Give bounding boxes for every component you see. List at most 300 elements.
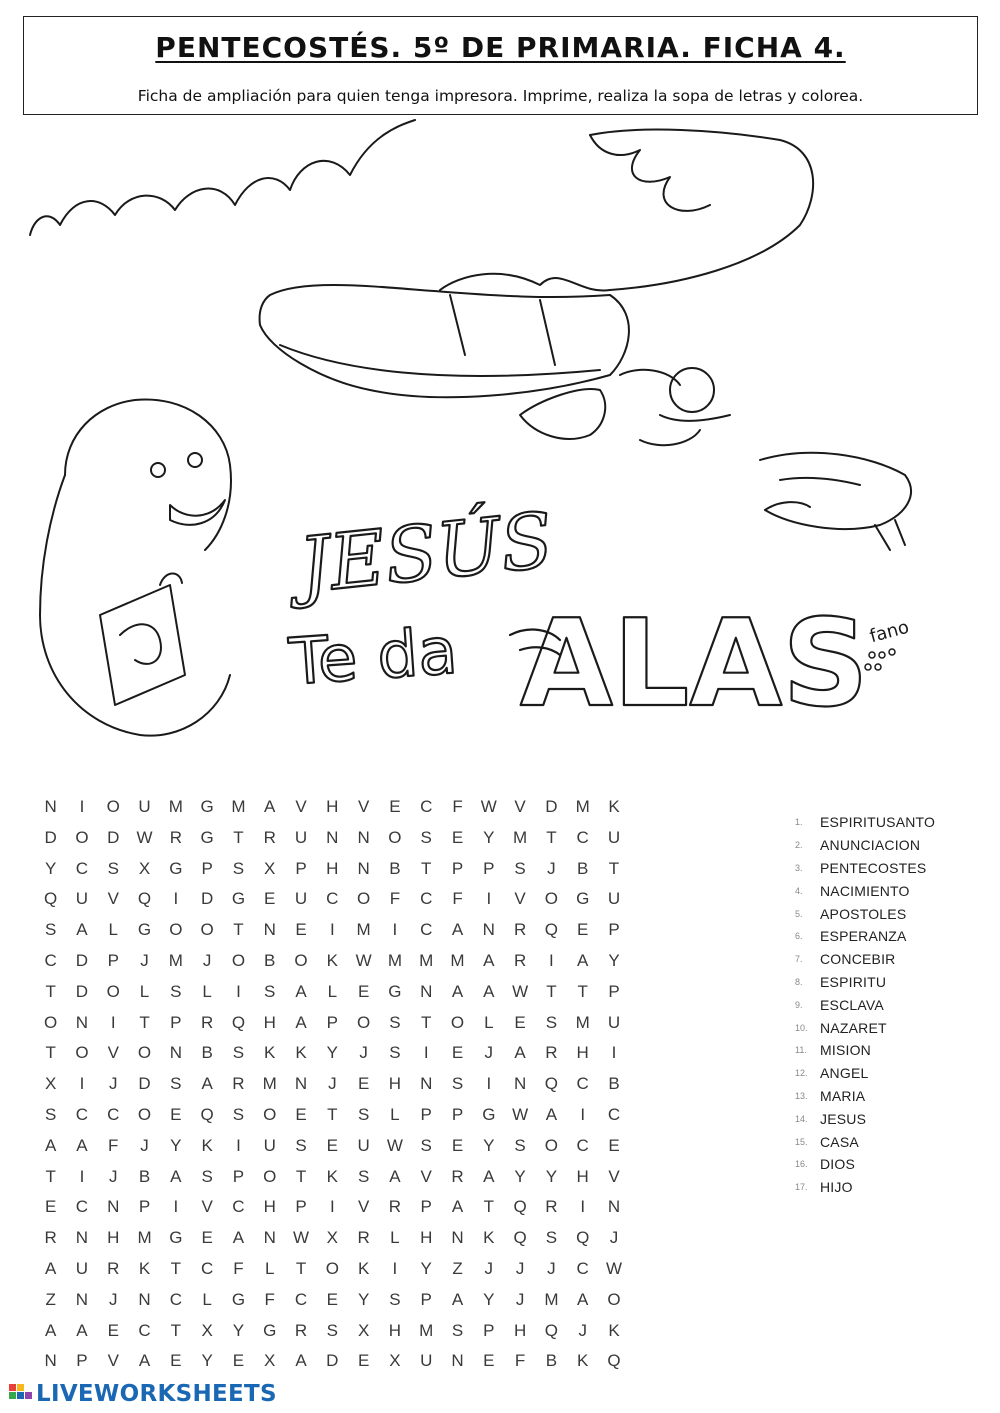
grid-letter[interactable]: O [75, 1043, 89, 1063]
grid-letter[interactable]: V [295, 797, 307, 816]
grid-letter[interactable]: N [420, 981, 433, 1001]
grid-letter[interactable]: F [452, 889, 463, 909]
grid-letter[interactable]: Y [201, 1351, 213, 1371]
grid-letter[interactable]: D [75, 981, 89, 1001]
grid-letter[interactable]: S [170, 981, 182, 1001]
grid-letter[interactable]: U [294, 889, 308, 909]
grid-letter[interactable]: R [232, 1074, 245, 1094]
grid-letter[interactable]: R [545, 1043, 558, 1063]
grid-letter[interactable]: C [607, 1104, 621, 1124]
grid-letter[interactable]: X [138, 858, 151, 878]
grid-letter[interactable]: C [200, 1258, 214, 1278]
grid-letter[interactable]: R [513, 950, 527, 970]
grid-letter[interactable]: B [545, 1351, 558, 1371]
grid-letter[interactable]: X [264, 1351, 276, 1371]
grid-letter[interactable]: N [357, 827, 370, 847]
grid-letter[interactable]: W [355, 950, 372, 970]
grid-letter[interactable]: R [388, 1197, 402, 1217]
grid-letter[interactable]: M [450, 950, 465, 970]
grid-letter[interactable]: A [514, 1043, 526, 1063]
grid-letter[interactable]: J [359, 1043, 368, 1063]
grid-letter[interactable]: I [173, 889, 179, 909]
grid-letter[interactable]: Y [545, 1166, 558, 1186]
grid-letter[interactable]: Y [170, 1135, 182, 1155]
grid-letter[interactable]: P [451, 858, 464, 878]
grid-letter[interactable]: I [79, 1074, 85, 1094]
grid-letter[interactable]: K [326, 950, 338, 970]
grid-letter[interactable]: E [389, 797, 401, 816]
grid-letter[interactable]: P [201, 858, 213, 878]
grid-letter[interactable]: N [138, 1289, 151, 1309]
grid-letter[interactable]: S [514, 858, 526, 878]
grid-letter[interactable]: L [264, 1258, 275, 1278]
grid-letter[interactable]: A [483, 1166, 495, 1186]
grid-letter[interactable]: S [420, 1135, 432, 1155]
grid-letter[interactable]: I [236, 981, 241, 1001]
grid-letter[interactable]: M [262, 1074, 277, 1094]
grid-letter[interactable]: L [484, 1012, 494, 1032]
grid-letter[interactable]: T [327, 1104, 338, 1124]
grid-letter[interactable]: A [451, 1197, 464, 1217]
grid-letter[interactable]: S [201, 1166, 213, 1186]
grid-letter[interactable]: S [389, 1012, 401, 1032]
grid-letter[interactable]: R [169, 827, 182, 847]
grid-letter[interactable]: B [138, 1166, 151, 1186]
grid-letter[interactable]: J [609, 1228, 619, 1248]
grid-letter[interactable]: V [107, 1043, 119, 1063]
grid-letter[interactable]: Y [44, 858, 57, 878]
grid-letter[interactable]: P [483, 1320, 495, 1340]
grid-letter[interactable]: L [139, 981, 150, 1001]
grid-letter[interactable]: N [357, 858, 370, 878]
grid-letter[interactable]: S [232, 858, 245, 878]
grid-letter[interactable]: X [44, 1074, 57, 1094]
grid-letter[interactable]: A [577, 1289, 589, 1309]
grid-letter[interactable]: E [326, 1135, 338, 1155]
grid-letter[interactable]: P [107, 950, 119, 970]
grid-letter[interactable]: P [326, 1012, 338, 1032]
grid-letter[interactable]: E [357, 981, 370, 1001]
grid-letter[interactable]: F [233, 1258, 244, 1278]
grid-letter[interactable]: E [44, 1197, 57, 1217]
grid-letter[interactable]: U [263, 1135, 276, 1155]
grid-letter[interactable]: C [44, 950, 57, 970]
grid-letter[interactable]: G [576, 889, 590, 909]
grid-letter[interactable]: J [108, 1166, 118, 1186]
grid-letter[interactable]: O [263, 1104, 277, 1124]
grid-letter[interactable]: D [545, 797, 558, 816]
grid-letter[interactable]: G [388, 981, 402, 1001]
grid-letter[interactable]: W [512, 981, 529, 1001]
grid-letter[interactable]: M [544, 1289, 559, 1309]
grid-letter[interactable]: N [482, 920, 495, 940]
grid-letter[interactable]: A [295, 981, 307, 1001]
grid-letter[interactable]: Y [608, 950, 620, 970]
grid-letter[interactable]: J [515, 1258, 525, 1278]
grid-letter[interactable]: K [608, 797, 620, 816]
grid-letter[interactable]: T [546, 827, 557, 847]
grid-letter[interactable]: Y [483, 827, 495, 847]
grid-letter[interactable]: M [231, 797, 246, 816]
grid-letter[interactable]: E [295, 920, 307, 940]
grid-letter[interactable]: O [137, 1104, 152, 1124]
grid-letter[interactable]: I [549, 950, 554, 970]
grid-letter[interactable]: G [169, 858, 183, 878]
grid-letter[interactable]: U [138, 797, 151, 816]
grid-letter[interactable]: A [138, 1351, 151, 1371]
grid-letter[interactable]: A [483, 950, 495, 970]
grid-letter[interactable]: T [139, 1012, 150, 1032]
grid-letter[interactable]: P [295, 858, 307, 878]
grid-letter[interactable]: J [328, 1074, 337, 1094]
grid-letter[interactable]: V [107, 1351, 119, 1371]
grid-letter[interactable]: T [170, 1258, 182, 1278]
grid-letter[interactable]: L [390, 1104, 400, 1124]
grid-letter[interactable]: R [44, 1228, 57, 1248]
grid-letter[interactable]: T [233, 827, 244, 847]
grid-letter[interactable]: A [76, 1320, 88, 1340]
grid-letter[interactable]: A [577, 950, 589, 970]
grid-letter[interactable]: J [140, 1135, 149, 1155]
grid-letter[interactable]: H [576, 1043, 589, 1063]
grid-letter[interactable]: H [107, 1228, 120, 1248]
grid-letter[interactable]: Y [357, 1289, 370, 1309]
grid-letter[interactable]: X [389, 1351, 401, 1371]
grid-letter[interactable]: C [107, 1104, 120, 1124]
grid-letter[interactable]: S [232, 1043, 245, 1063]
grid-letter[interactable]: A [264, 797, 276, 816]
grid-letter[interactable]: F [452, 797, 463, 816]
grid-letter[interactable]: M [419, 1320, 434, 1340]
grid-letter[interactable]: N [607, 1197, 621, 1217]
grid-letter[interactable]: I [486, 889, 492, 909]
grid-letter[interactable]: N [263, 920, 276, 940]
grid-letter[interactable]: K [483, 1228, 495, 1248]
grid-letter[interactable]: P [483, 858, 495, 878]
grid-letter[interactable]: R [263, 827, 276, 847]
grid-letter[interactable]: H [263, 1012, 276, 1032]
grid-letter[interactable]: O [544, 1135, 559, 1155]
grid-letter[interactable]: T [45, 1043, 56, 1063]
grid-letter[interactable]: P [608, 920, 620, 940]
grid-letter[interactable]: T [483, 1197, 494, 1217]
grid-letter[interactable]: D [107, 827, 120, 847]
grid-letter[interactable]: I [580, 1197, 586, 1217]
grid-letter[interactable]: V [420, 1166, 432, 1186]
grid-letter[interactable]: C [576, 1135, 589, 1155]
grid-letter[interactable]: N [44, 1351, 57, 1371]
grid-letter[interactable]: P [138, 1197, 151, 1217]
grid-letter[interactable]: I [329, 1197, 335, 1217]
grid-letter[interactable]: O [75, 827, 89, 847]
grid-letter[interactable]: C [326, 889, 339, 909]
grid-letter[interactable]: M [575, 1012, 590, 1032]
grid-letter[interactable]: K [201, 1135, 213, 1155]
grid-letter[interactable]: R [451, 1166, 464, 1186]
grid-letter[interactable]: J [140, 950, 149, 970]
grid-letter[interactable]: R [513, 920, 527, 940]
grid-letter[interactable]: O [357, 889, 371, 909]
grid-letter[interactable]: E [107, 1320, 119, 1340]
grid-letter[interactable]: F [264, 1289, 275, 1309]
grid-letter[interactable]: S [44, 920, 57, 940]
grid-letter[interactable]: I [110, 1012, 116, 1032]
grid-letter[interactable]: Q [513, 1197, 527, 1217]
grid-letter[interactable]: P [608, 981, 620, 1001]
grid-letter[interactable]: I [173, 1197, 179, 1217]
grid-letter[interactable]: U [357, 1135, 370, 1155]
grid-letter[interactable]: A [451, 981, 464, 1001]
grid-letter[interactable]: C [420, 889, 433, 909]
grid-letter[interactable]: O [357, 1012, 371, 1032]
grid-letter[interactable]: E [577, 920, 589, 940]
grid-letter[interactable]: I [79, 797, 85, 816]
grid-letter[interactable]: V [514, 889, 526, 909]
grid-letter[interactable]: H [388, 1074, 402, 1094]
grid-letter[interactable]: Q [137, 889, 152, 909]
grid-letter[interactable]: B [608, 1074, 620, 1094]
grid-letter[interactable]: A [76, 920, 88, 940]
grid-letter[interactable]: N [326, 827, 339, 847]
grid-letter[interactable]: T [421, 858, 432, 878]
grid-letter[interactable]: S [295, 1135, 307, 1155]
grid-letter[interactable]: S [545, 1012, 558, 1032]
grid-letter[interactable]: V [201, 1197, 213, 1217]
grid-letter[interactable]: L [202, 1289, 212, 1309]
grid-letter[interactable]: K [608, 1320, 620, 1340]
grid-letter[interactable]: C [232, 1197, 245, 1217]
grid-letter[interactable]: L [390, 1228, 400, 1248]
grid-letter[interactable]: W [605, 1258, 623, 1278]
grid-letter[interactable]: C [576, 1074, 589, 1094]
grid-letter[interactable]: O [231, 950, 246, 970]
grid-letter[interactable]: T [295, 1258, 307, 1278]
grid-letter[interactable]: C [75, 1197, 89, 1217]
grid-letter[interactable]: A [389, 1166, 401, 1186]
grid-letter[interactable]: W [293, 1228, 310, 1248]
grid-letter[interactable]: G [137, 920, 152, 940]
grid-letter[interactable]: P [420, 1197, 432, 1217]
grid-letter[interactable]: G [200, 797, 214, 816]
grid-letter[interactable]: N [513, 1074, 527, 1094]
grid-letter[interactable]: E [451, 1135, 464, 1155]
grid-letter[interactable]: P [232, 1166, 245, 1186]
grid-letter[interactable]: A [295, 1351, 307, 1371]
grid-letter[interactable]: S [107, 858, 119, 878]
grid-letter[interactable]: H [513, 1320, 527, 1340]
grid-letter[interactable]: R [294, 1320, 308, 1340]
grid-letter[interactable]: A [232, 1228, 245, 1248]
grid-letter[interactable]: I [236, 1135, 241, 1155]
grid-letter[interactable]: C [169, 1289, 182, 1309]
grid-letter[interactable]: Y [483, 1289, 495, 1309]
grid-letter[interactable]: I [392, 920, 398, 940]
grid-letter[interactable]: A [201, 1074, 213, 1094]
grid-letter[interactable]: W [480, 797, 497, 816]
grid-letter[interactable]: U [607, 1012, 621, 1032]
grid-letter[interactable]: D [75, 950, 89, 970]
grid-letter[interactable]: U [75, 889, 89, 909]
grid-letter[interactable]: C [75, 1104, 89, 1124]
grid-letter[interactable]: M [168, 797, 183, 816]
grid-letter[interactable]: J [578, 1320, 587, 1340]
grid-letter[interactable]: G [169, 1228, 183, 1248]
grid-letter[interactable]: N [107, 1197, 120, 1217]
grid-letter[interactable]: G [263, 1320, 277, 1340]
grid-letter[interactable]: R [107, 1258, 120, 1278]
grid-letter[interactable]: U [607, 827, 621, 847]
grid-letter[interactable]: Q [513, 1228, 527, 1248]
grid-letter[interactable]: V [514, 797, 526, 816]
grid-letter[interactable]: J [547, 858, 556, 878]
grid-letter[interactable]: O [200, 920, 214, 940]
grid-letter[interactable]: B [389, 858, 401, 878]
grid-letter[interactable]: E [608, 1135, 620, 1155]
grid-letter[interactable]: O [294, 950, 308, 970]
grid-letter[interactable]: L [202, 981, 212, 1001]
grid-letter[interactable]: S [420, 827, 432, 847]
grid-letter[interactable]: L [327, 981, 338, 1001]
grid-letter[interactable]: O [106, 981, 120, 1001]
grid-letter[interactable]: E [295, 1104, 307, 1124]
grid-letter[interactable]: K [577, 1351, 589, 1371]
grid-letter[interactable]: B [577, 858, 589, 878]
grid-letter[interactable]: N [44, 797, 57, 816]
grid-letter[interactable]: U [294, 827, 308, 847]
grid-letter[interactable]: X [264, 858, 276, 878]
grid-letter[interactable]: V [357, 797, 370, 816]
grid-letter[interactable]: O [450, 1012, 465, 1032]
grid-letter[interactable]: E [451, 1043, 464, 1063]
grid-letter[interactable]: A [170, 1166, 182, 1186]
grid-letter[interactable]: F [389, 889, 401, 909]
grid-letter[interactable]: B [201, 1043, 213, 1063]
grid-letter[interactable]: S [232, 1104, 245, 1124]
grid-letter[interactable]: O [388, 827, 402, 847]
grid-letter[interactable]: C [576, 1258, 589, 1278]
grid-letter[interactable]: Q [607, 1351, 621, 1371]
grid-letter[interactable]: D [44, 827, 57, 847]
grid-letter[interactable]: O [544, 889, 559, 909]
grid-letter[interactable]: C [75, 858, 89, 878]
grid-letter[interactable]: A [545, 1104, 558, 1124]
grid-letter[interactable]: M [513, 827, 528, 847]
grid-letter[interactable]: E [483, 1351, 495, 1371]
grid-letter[interactable]: T [546, 981, 557, 1001]
grid-letter[interactable]: P [451, 1104, 464, 1124]
grid-letter[interactable]: G [482, 1104, 496, 1124]
grid-letter[interactable]: M [168, 950, 183, 970]
grid-letter[interactable]: E [201, 1228, 213, 1248]
grid-letter[interactable]: A [44, 1135, 57, 1155]
grid-letter[interactable]: T [577, 981, 588, 1001]
grid-letter[interactable]: S [514, 1135, 526, 1155]
grid-letter[interactable]: E [451, 827, 464, 847]
grid-letter[interactable]: I [611, 1043, 617, 1063]
grid-letter[interactable]: G [200, 827, 214, 847]
grid-letter[interactable]: S [451, 1074, 464, 1094]
grid-letter[interactable]: T [421, 1012, 432, 1032]
grid-letter[interactable]: N [294, 1074, 308, 1094]
grid-letter[interactable]: H [326, 797, 339, 816]
grid-letter[interactable]: B [264, 950, 276, 970]
grid-letter[interactable]: U [607, 889, 621, 909]
grid-letter[interactable]: K [138, 1258, 151, 1278]
grid-letter[interactable]: R [545, 1197, 558, 1217]
grid-letter[interactable]: V [107, 889, 119, 909]
grid-letter[interactable]: E [514, 1012, 526, 1032]
grid-letter[interactable]: N [169, 1043, 182, 1063]
grid-letter[interactable]: O [44, 1012, 58, 1032]
grid-letter[interactable]: N [75, 1228, 89, 1248]
grid-letter[interactable]: Y [326, 1043, 338, 1063]
grid-letter[interactable]: S [357, 1104, 370, 1124]
grid-letter[interactable]: R [357, 1228, 370, 1248]
grid-letter[interactable]: I [423, 1043, 429, 1063]
grid-letter[interactable]: Y [483, 1135, 495, 1155]
grid-letter[interactable]: S [545, 1228, 558, 1248]
grid-letter[interactable]: E [232, 1351, 245, 1371]
grid-letter[interactable]: D [138, 1074, 151, 1094]
grid-letter[interactable]: I [486, 1074, 492, 1094]
grid-letter[interactable]: I [580, 1104, 586, 1124]
grid-letter[interactable]: N [451, 1228, 464, 1248]
grid-letter[interactable]: J [484, 1258, 494, 1278]
grid-letter[interactable]: N [451, 1351, 464, 1371]
grid-letter[interactable]: H [263, 1197, 276, 1217]
grid-letter[interactable]: T [608, 858, 620, 878]
grid-letter[interactable]: U [75, 1258, 89, 1278]
grid-letter[interactable]: G [231, 889, 246, 909]
grid-letter[interactable]: P [295, 1197, 307, 1217]
grid-letter[interactable]: N [75, 1012, 89, 1032]
grid-letter[interactable]: Q [544, 1074, 559, 1094]
grid-letter[interactable]: Q [544, 1320, 559, 1340]
grid-letter[interactable]: S [451, 1320, 464, 1340]
grid-letter[interactable]: A [483, 981, 495, 1001]
grid-letter[interactable]: M [356, 920, 371, 940]
grid-letter[interactable]: N [263, 1228, 276, 1248]
grid-letter[interactable]: J [484, 1043, 494, 1063]
grid-letter[interactable]: T [45, 981, 56, 1001]
grid-letter[interactable]: S [357, 1166, 370, 1186]
grid-letter[interactable]: C [420, 797, 433, 816]
grid-letter[interactable]: N [420, 1074, 433, 1094]
grid-letter[interactable]: I [392, 1258, 398, 1278]
grid-letter[interactable]: C [138, 1320, 151, 1340]
grid-letter[interactable]: R [200, 1012, 214, 1032]
grid-letter[interactable]: K [264, 1043, 276, 1063]
grid-letter[interactable]: Q [231, 1012, 246, 1032]
grid-letter[interactable]: S [264, 981, 276, 1001]
grid-letter[interactable]: Y [420, 1258, 432, 1278]
grid-letter[interactable]: F [108, 1135, 119, 1155]
grid-letter[interactable]: U [420, 1351, 433, 1371]
grid-letter[interactable]: M [575, 797, 590, 816]
grid-letter[interactable]: A [44, 1258, 57, 1278]
grid-letter[interactable]: O [607, 1289, 621, 1309]
grid-letter[interactable]: Y [232, 1320, 245, 1340]
grid-letter[interactable]: T [170, 1320, 182, 1340]
grid-letter[interactable]: K [357, 1258, 370, 1278]
grid-letter[interactable]: P [76, 1351, 88, 1371]
grid-letter[interactable]: W [512, 1104, 529, 1124]
grid-letter[interactable]: D [200, 889, 214, 909]
grid-letter[interactable]: Q [44, 889, 58, 909]
grid-letter[interactable]: O [325, 1258, 339, 1278]
grid-letter[interactable]: A [451, 920, 464, 940]
grid-letter[interactable]: A [44, 1320, 57, 1340]
